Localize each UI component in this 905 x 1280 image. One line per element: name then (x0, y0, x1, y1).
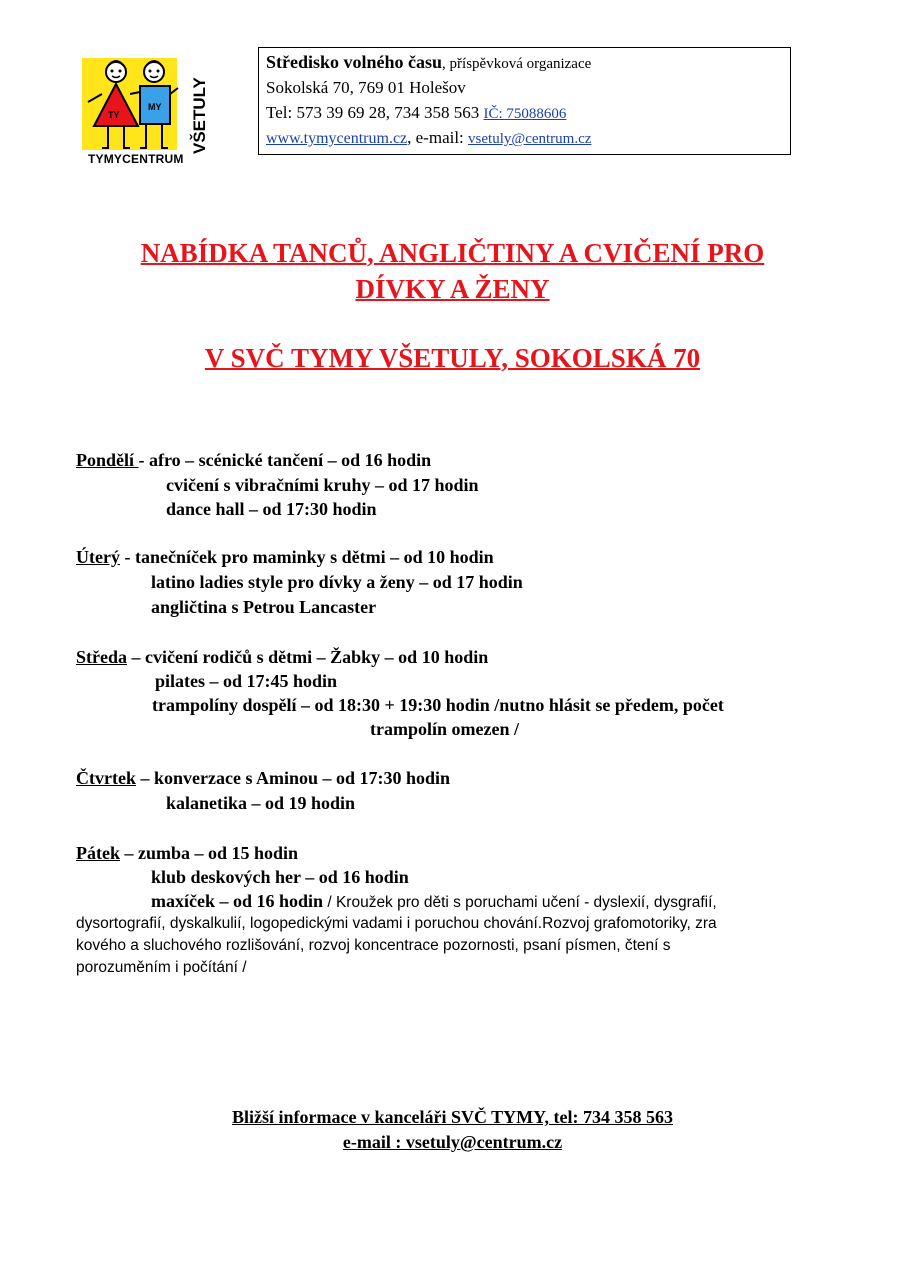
footer-info: Bližší informace v kanceláři SVČ TYMY, tel: 734 358 563 (232, 1107, 673, 1127)
title-line-3: V SVČ TYMY VŠETULY, SOKOLSKÁ 70 (204, 343, 701, 373)
monday-item-1: afro – scénické tančení – od 16 hodin (149, 450, 432, 470)
thursday-item-1: konverzace s Aminou – od 17:30 hodin (153, 768, 451, 788)
day-monday: Pondělí (76, 450, 139, 470)
wednesday-item-2: pilates – od 17:45 hodin (155, 671, 338, 691)
friday-note-3: kového a sluchového rozlišování, rozvoj koncentrace pozornosti, psaní písmen, čtení s (76, 937, 671, 954)
thursday-item-2: kalanetika – od 19 hodin (166, 793, 356, 813)
logo-bottom-text: TYMYCENTRUM (88, 152, 184, 166)
org-type: , příspěvková organizace (442, 56, 592, 72)
org-ic: IČ: 75088606 (483, 106, 567, 122)
wednesday-item-1: cvičení rodičů s dětmi – Žabky – od 10 hodin (145, 647, 489, 667)
org-name-line (266, 52, 591, 73)
tuesday-item-2: latino ladies style pro dívky a ženy – od 17 hodin (151, 572, 523, 592)
logo-my-text: MY (148, 102, 162, 112)
wednesday-row (76, 647, 488, 668)
friday-note-1: / Kroužek pro děti s poruchami učení - dyslexií, dysgrafií, (323, 894, 717, 911)
tuesday-row (76, 547, 494, 568)
friday-item-1: zumba – od 15 hodin (138, 843, 299, 863)
day-wednesday: Středa (76, 647, 127, 667)
org-phone-line (266, 103, 566, 123)
email-label: , e-mail: (407, 128, 464, 147)
title-line-1: NABÍDKA TANCŮ, ANGLIČTINY A CVIČENÍ PRO (140, 238, 765, 268)
wednesday-item-3-cont: trampolín omezen / (370, 719, 519, 739)
website-link[interactable]: www.tymycentrum.cz (266, 130, 408, 147)
friday-item-3: maxíček – od 16 hodin (151, 891, 324, 911)
footer-email: e-mail : vsetuly@centrum.cz (342, 1132, 563, 1152)
day-tuesday: Úterý (76, 547, 120, 567)
org-address: Sokolská 70, 769 01 Holešov (266, 78, 466, 97)
monday-row (76, 450, 431, 471)
org-phone: Tel: 573 39 69 28, 734 358 563 (266, 103, 480, 122)
monday-sep: - (138, 450, 150, 470)
friday-note-2: dysortografií, dyskalkulií, logopedickými vadami i poruchou chování.Rozvoj grafomotoriky, zra (76, 915, 717, 932)
wednesday-item-3: trampolíny dospělí – od 18:30 + 19:30 hodin /nutno hlásit se předem, počet (152, 695, 724, 715)
day-friday: Pátek (76, 843, 120, 863)
title-line-2: DÍVKY A ŽENY (355, 274, 550, 304)
day-thursday: Čtvrtek (76, 768, 136, 788)
friday-item-3-row (151, 891, 717, 912)
friday-sep: – (120, 843, 138, 863)
email-link[interactable]: vsetuly@centrum.cz (468, 131, 592, 147)
tuesday-item-3: angličtina s Petrou Lancaster (151, 597, 377, 617)
tuesday-item-1: tanečníček pro maminky s dětmi – od 10 hodin (134, 547, 494, 567)
organization-header-box (258, 47, 791, 155)
thursday-row (76, 768, 450, 789)
monday-item-3: dance hall – od 17:30 hodin (166, 499, 377, 519)
logo-ty-text: TY (108, 110, 120, 120)
monday-item-2: cvičení s vibračními kruhy – od 17 hodin (166, 475, 479, 495)
org-contact-line (266, 128, 591, 148)
friday-item-2: klub deskových her – od 16 hodin (151, 867, 409, 887)
org-name: Středisko volného času (266, 52, 443, 72)
wednesday-sep: – (127, 647, 145, 667)
friday-note-4: porozuměním i počítání / (76, 959, 247, 976)
logo-side-text: VŠETULY (190, 77, 209, 154)
friday-row (76, 843, 298, 864)
tuesday-sep: - (119, 547, 135, 567)
thursday-sep: – (135, 768, 154, 788)
